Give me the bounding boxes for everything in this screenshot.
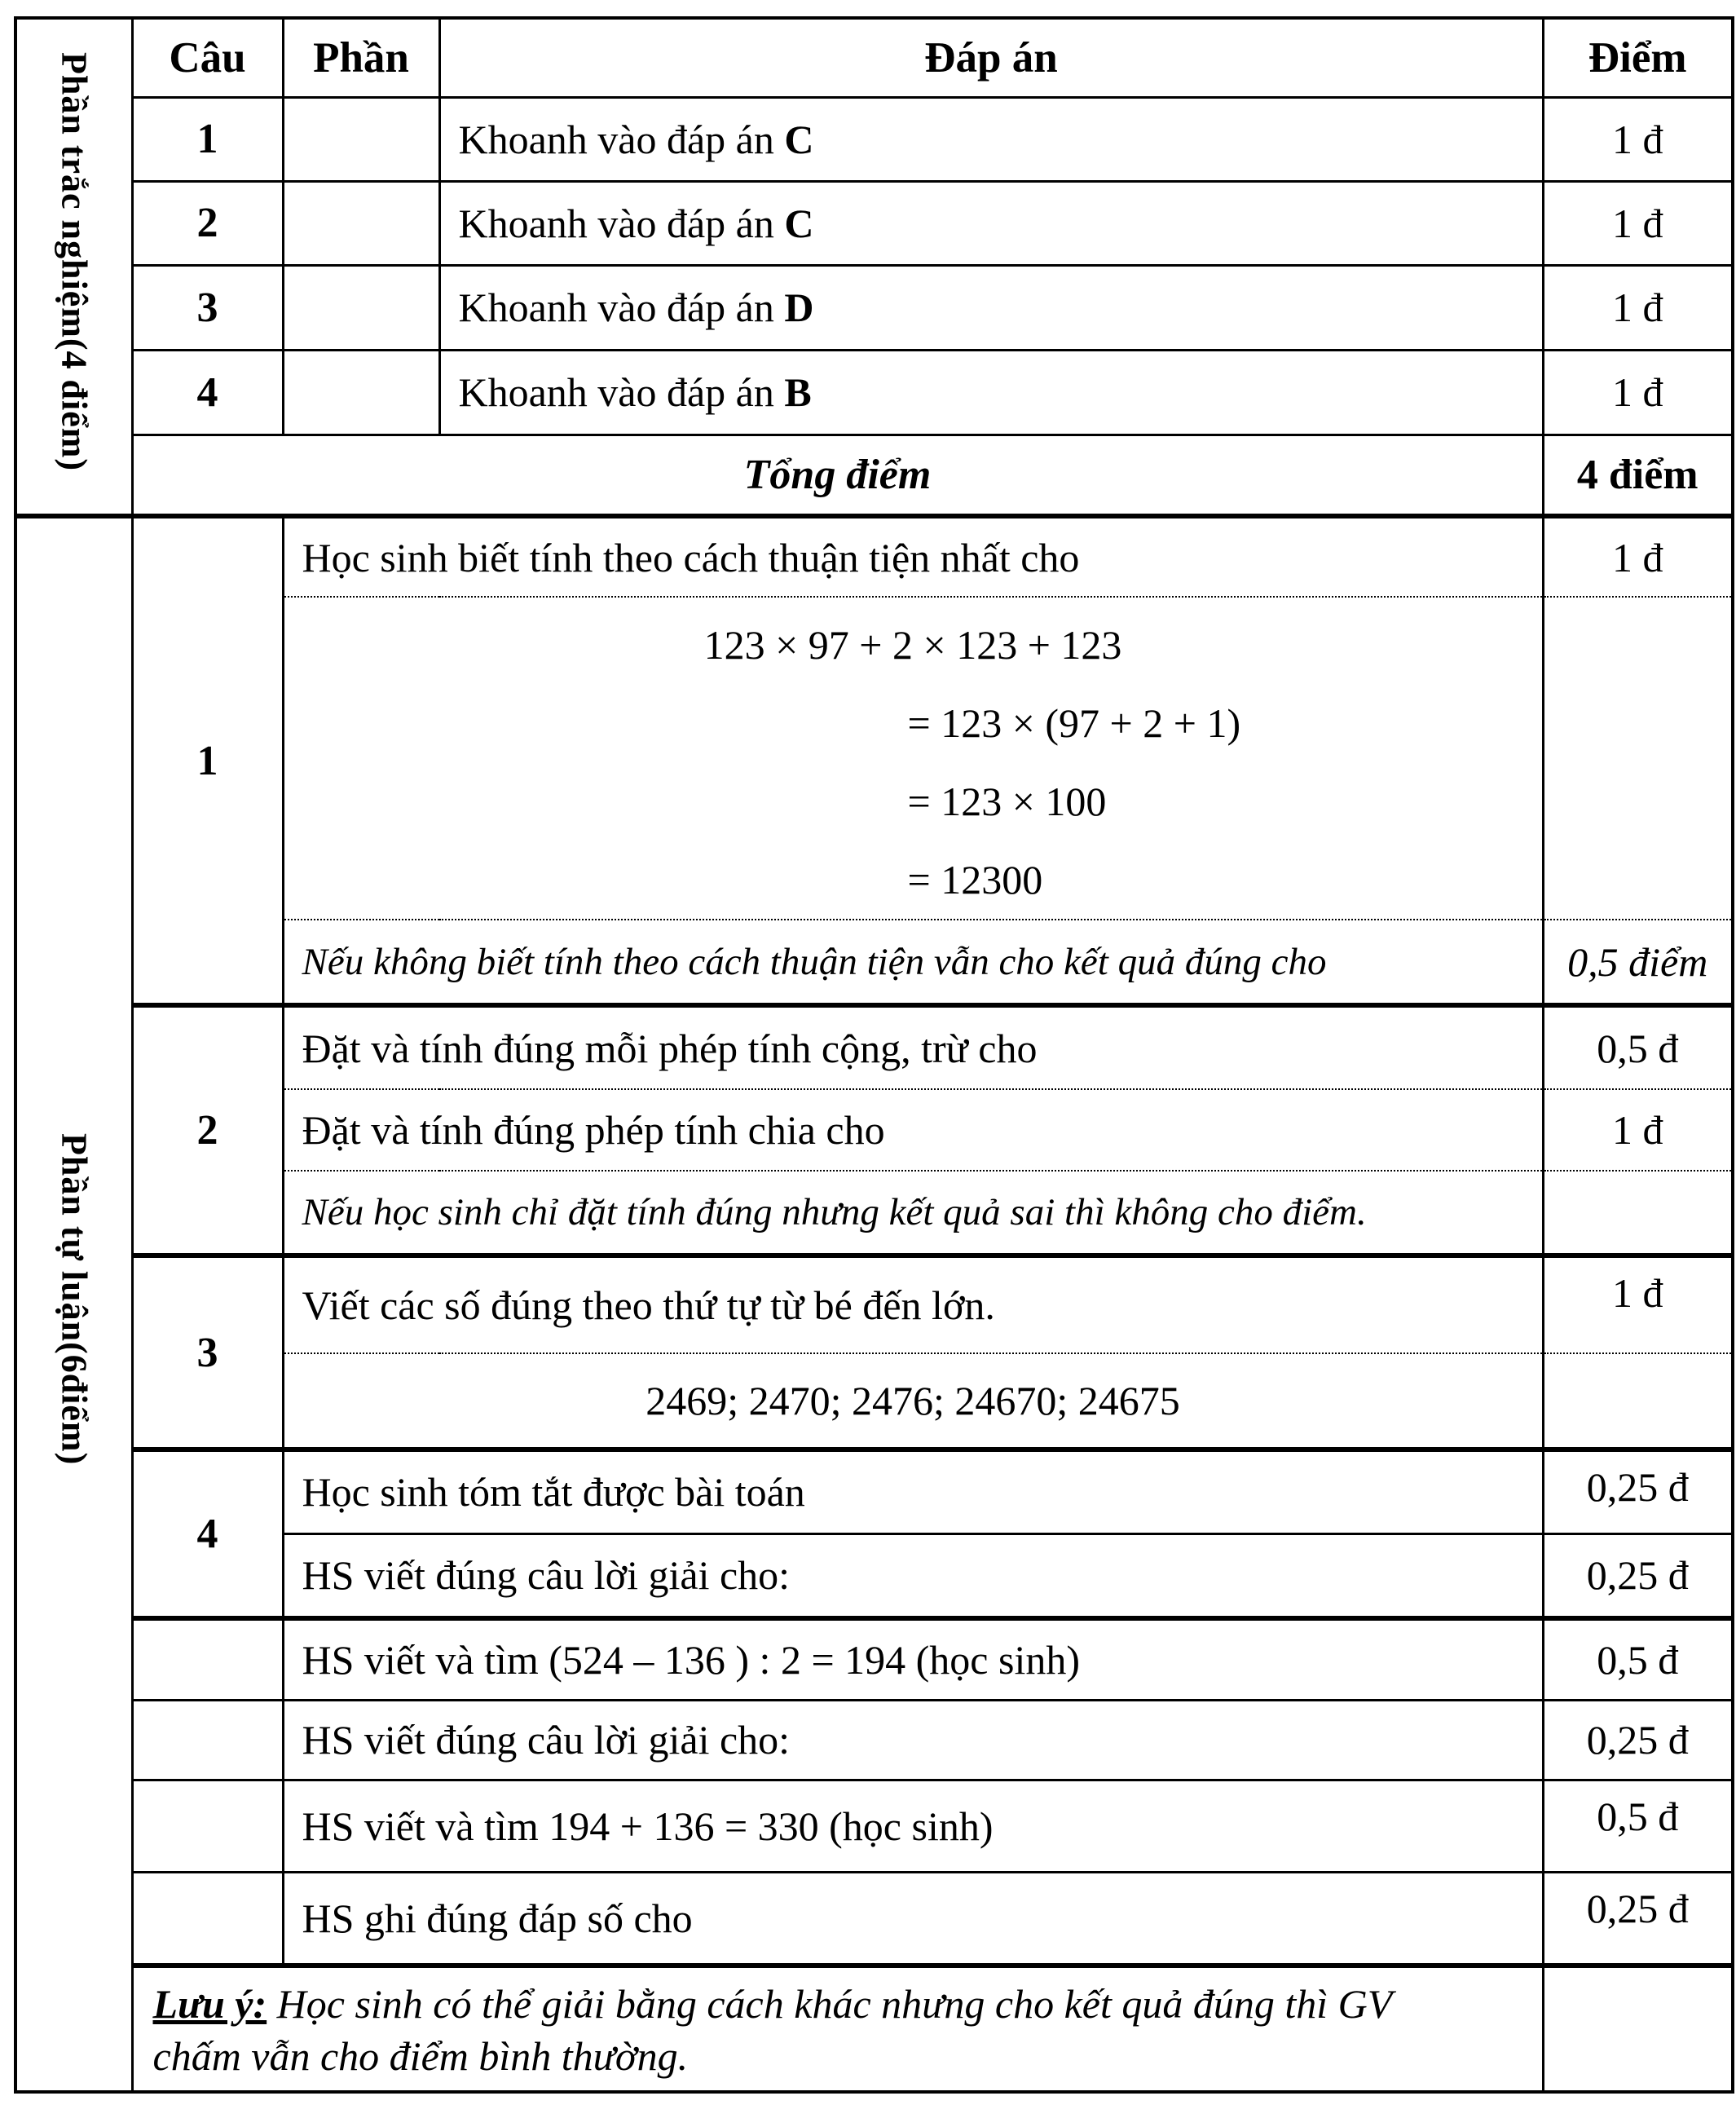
q3-number: 3 (132, 265, 283, 350)
table-row-q3 (15, 265, 1733, 350)
table-row-tl5 (15, 1618, 1733, 1700)
tl-q2-row1-text: Đặt và tính đúng mỗi phép tính cộng, trừ cho (283, 1005, 1543, 1089)
tl-q1-math-points-empty (1543, 597, 1733, 920)
q1-phan-cell-empty (283, 97, 439, 181)
table-row-tl8 (15, 1872, 1733, 1966)
q1-answer-cell (439, 97, 1543, 181)
tl-q3-row1-points: 1 đ (1543, 1255, 1733, 1353)
tl-q1-note: Nếu không biết tính theo cách thuận tiện vẫn cho kết quả đúng cho (283, 920, 1543, 1005)
tl-q4-row2-text: HS viết đúng câu lời giải cho: (283, 1533, 1543, 1618)
tl-row6-number-empty (132, 1700, 283, 1780)
tl-q1-note-points: 0,5 điểm (1543, 920, 1733, 1005)
q2-answer-letter: C (784, 200, 814, 246)
q1-points: 1 đ (1543, 97, 1733, 181)
tl-row5-points: 0,5 đ (1543, 1618, 1733, 1700)
tl-q2-row2-points: 1 đ (1543, 1089, 1733, 1171)
tl-q2-row2-text: Đặt và tính đúng phép tính chia cho (283, 1089, 1543, 1171)
q2-points: 1 đ (1543, 181, 1733, 265)
tl-row8-text: HS ghi đúng đáp số cho (283, 1872, 1543, 1966)
table-row-luu-y (15, 1966, 1733, 2092)
tl-q2-note-points-empty (1543, 1171, 1733, 1255)
tl-q3-row1-text: Viết các số đúng theo thứ tự từ bé đến lớn. (283, 1255, 1543, 1353)
q4-answer-text: Khoanh vào đáp án (458, 369, 785, 415)
tl-row7-number-empty (132, 1780, 283, 1872)
answer-key-table (14, 16, 1734, 2094)
luu-y-points-empty (1543, 1966, 1733, 2092)
q1-answer-text: Khoanh vào đáp án (458, 116, 785, 162)
total-label: Tổng điểm (132, 435, 1543, 516)
q3-answer-text: Khoanh vào đáp án (458, 285, 785, 330)
table-row-q2 (15, 181, 1733, 265)
tl-row6-text: HS viết đúng câu lời giải cho: (283, 1700, 1543, 1780)
tl-q3-row2-numbers: 2469; 2470; 2476; 24670; 24675 (283, 1353, 1543, 1450)
tl-q1-math-cell (283, 597, 1543, 920)
q2-number: 2 (132, 181, 283, 265)
total-row (15, 435, 1733, 516)
tl-row5-number-empty (132, 1618, 283, 1700)
header-phan: Phần (283, 18, 439, 97)
q3-points: 1 đ (1543, 265, 1733, 350)
table-row-q4 (15, 350, 1733, 435)
section-tu-luan-label-cell (15, 516, 132, 2092)
tl-q4-row1-points: 0,25 đ (1543, 1450, 1733, 1533)
q4-answer-letter: B (784, 369, 812, 415)
tl-row8-points: 0,25 đ (1543, 1872, 1733, 1966)
table-row-tl2a (15, 1005, 1733, 1089)
total-value: 4 điểm (1543, 435, 1733, 516)
tl-q1-points: 1 đ (1543, 516, 1733, 597)
tl-q2-number: 2 (132, 1005, 283, 1255)
luu-y-cell (132, 1966, 1543, 2092)
q2-answer-cell (439, 181, 1543, 265)
tl-row8-number-empty (132, 1872, 283, 1966)
math-line-3: = 123 × 100 (907, 779, 1107, 824)
tl-q2-note: Nếu học sinh chỉ đặt tính đúng nhưng kết quả sai thì không cho điểm. (283, 1171, 1543, 1255)
tl-q4-row2-points: 0,25 đ (1543, 1533, 1733, 1618)
tl-q1-criteria: Học sinh biết tính theo cách thuận tiện nhất cho (283, 516, 1543, 597)
tl-q3-row2-points-empty (1543, 1353, 1733, 1450)
q1-number: 1 (132, 97, 283, 181)
section-trac-nghiem-label: Phần trắc nghiệm(4 điểm) (54, 51, 95, 472)
section-tu-luan-label: Phần tự luận(6điểm) (54, 1133, 95, 1466)
table-row-tl7 (15, 1780, 1733, 1872)
q3-answer-letter: D (784, 285, 814, 330)
q3-answer-cell (439, 265, 1543, 350)
tl-row5-text: HS viết và tìm (524 – 136 ) : 2 = 194 (học sinh) (283, 1618, 1543, 1700)
table-row-tl6 (15, 1700, 1733, 1780)
table-row-tl1a (15, 516, 1733, 597)
math-line-4: = 12300 (907, 857, 1043, 902)
header-cau: Câu (132, 18, 283, 97)
table-row-tl3a (15, 1255, 1733, 1353)
q4-points: 1 đ (1543, 350, 1733, 435)
q1-answer-letter: C (784, 116, 814, 162)
tl-q4-row1-text: Học sinh tóm tắt được bài toán (283, 1450, 1543, 1533)
q4-answer-cell (439, 350, 1543, 435)
tl-q3-number: 3 (132, 1255, 283, 1450)
q4-phan-cell-empty (283, 350, 439, 435)
section-trac-nghiem-label-cell (15, 18, 132, 516)
header-diem: Điểm (1543, 18, 1733, 97)
tl-q4-number: 4 (132, 1450, 283, 1618)
q2-answer-text: Khoanh vào đáp án (458, 200, 785, 246)
table-row-q1 (15, 97, 1733, 181)
tl-row6-points: 0,25 đ (1543, 1700, 1733, 1780)
luu-y-label: Lưu ý: (152, 1981, 267, 2027)
q4-number: 4 (132, 350, 283, 435)
header-row (15, 18, 1733, 97)
math-line-1: 123 × 97 + 2 × 123 + 123 (703, 622, 1122, 668)
header-dap-an: Đáp án (439, 18, 1543, 97)
math-line-2: = 123 × (97 + 2 + 1) (907, 700, 1241, 746)
tl-q1-number: 1 (132, 516, 283, 1005)
tl-row7-text: HS viết và tìm 194 + 136 = 330 (học sinh) (283, 1780, 1543, 1872)
table-row-tl4a (15, 1450, 1733, 1533)
q2-phan-cell-empty (283, 181, 439, 265)
luu-y-text: Học sinh có thể giải bằng cách khác nhưng cho kết quả đúng thì GV chấm vẫn cho điểm bình thường. (152, 1981, 1392, 2079)
tl-q2-row1-points: 0,5 đ (1543, 1005, 1733, 1089)
tl-row7-points: 0,5 đ (1543, 1780, 1733, 1872)
q3-phan-cell-empty (283, 265, 439, 350)
